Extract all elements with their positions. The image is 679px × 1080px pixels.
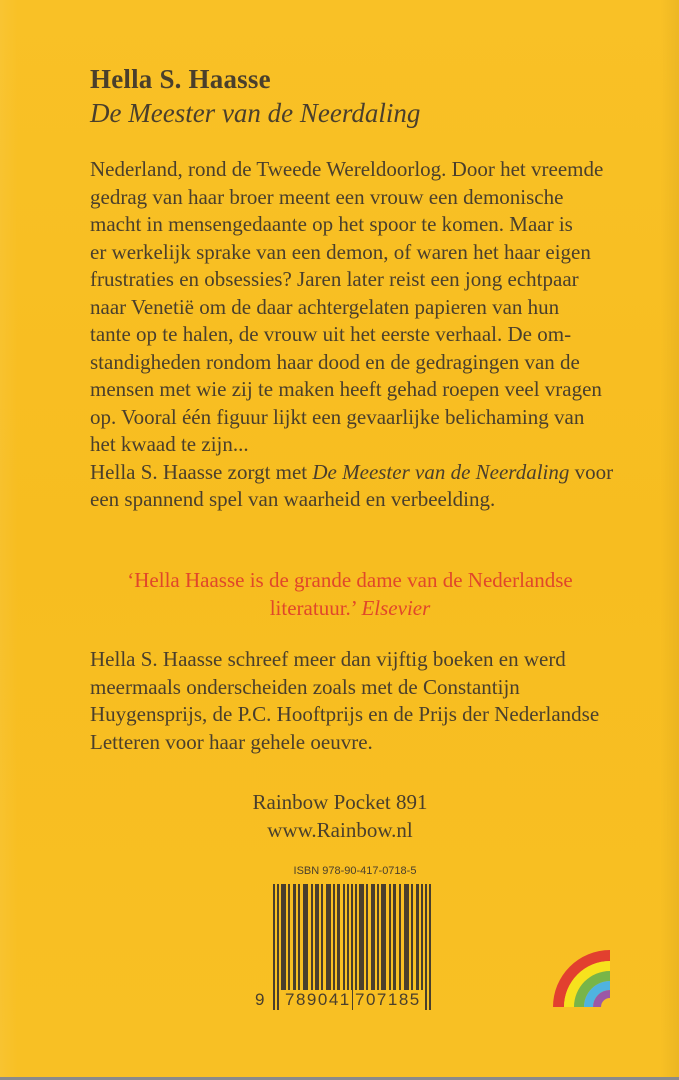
blurb-line: het kwaad te zijn... <box>90 432 249 456</box>
barcode-digit-first: 9 <box>255 990 265 1009</box>
blurb-line: mensen met wie zij te maken heeft gehad roepen veel vragen <box>90 377 602 401</box>
blurb-closing-title: De Meester van de Neerdaling <box>312 459 570 484</box>
series-name: Rainbow Pocket 891 <box>252 790 428 814</box>
press-quote <box>90 567 610 622</box>
blurb-line: er werkelijk sprake van een demon, of waren het haar eigen <box>90 239 591 264</box>
book-title: De Meester van de Neerdaling <box>90 98 421 128</box>
blurb-line: gedrag van haar broer meent een vrouw een demonische <box>90 184 564 209</box>
cover-header <box>90 62 420 130</box>
blurb-closing-suffix: voor <box>569 459 614 484</box>
blurb-closing-prefix: Hella S. Haasse zorgt met <box>90 459 313 484</box>
blurb-line: macht in mensengedaante op het spoor te komen. Maar is <box>90 212 573 236</box>
blurb <box>90 156 614 514</box>
blurb-closing-line <box>90 459 614 487</box>
quote-line-2 <box>90 595 610 623</box>
bio-line: Hella S. Haasse schreef meer dan vijftig boeken en werd <box>90 647 566 671</box>
blurb-line: op. Vooral één figuur lijkt een gevaarlijke belichaming van <box>90 404 585 429</box>
blurb-line: standigheden rondom haar dood en de gedragingen van de <box>90 349 580 374</box>
quote-source: Elsevier <box>361 595 431 620</box>
rainbow-logo-icon <box>553 950 610 1007</box>
publisher-info <box>190 788 490 844</box>
barcode-digits <box>255 990 445 1010</box>
quote-line-1: ‘Hella Haasse is de grande dame van de Nederlandse <box>127 568 573 592</box>
isbn-label: ISBN 978-90-417-0718-5 <box>293 865 417 877</box>
barcode-digits-left: 789041 <box>285 990 351 1009</box>
author-bio <box>90 646 610 756</box>
author-name: Hella S. Haasse <box>90 64 271 94</box>
bio-line: Letteren voor haar gehele oeuvre. <box>90 729 373 754</box>
quote-text: literatuur.’ <box>269 595 362 620</box>
barcode-digits-right: 707185 <box>355 990 421 1009</box>
bio-line: meermaals onderscheiden zoals met de Constantijn <box>90 674 520 699</box>
blurb-line: tante op te halen, de vrouw uit het eerste verhaal. De om- <box>90 322 572 346</box>
blurb-line: Nederland, rond de Tweede Wereldoorlog. Door het vreemde <box>90 157 604 181</box>
publisher-website: www.Rainbow.nl <box>267 818 413 842</box>
blurb-line: frustraties en obsessies? Jaren later reist een jong echtpaar <box>90 267 579 291</box>
blurb-line: naar Venetië om de daar achtergelaten papieren van hun <box>90 294 560 319</box>
bio-line: Huygensprijs, de P.C. Hooftprijs en de Prijs der Nederlandse <box>90 702 600 726</box>
blurb-closing-line-2: een spannend spel van waarheid en verbeelding. <box>90 487 496 511</box>
